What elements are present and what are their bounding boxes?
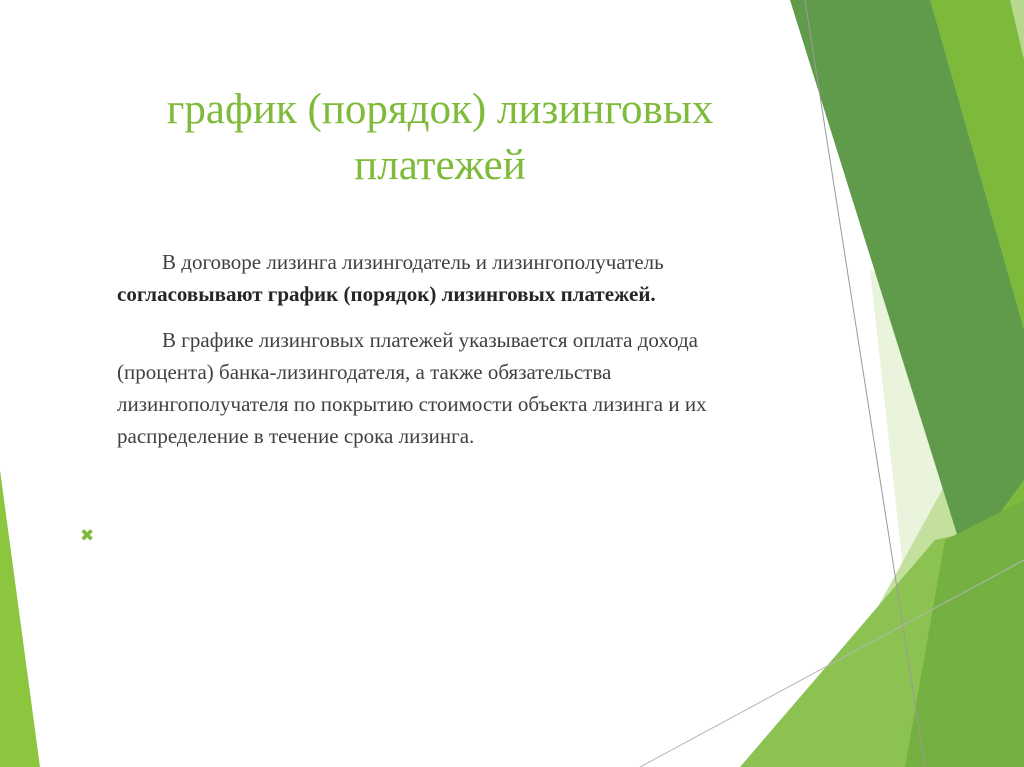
paragraph-schedule: В графике лизинговых платежей указывается оплата дохода (процента) банка-лизингодателя, а также обязательства лизингополучателя по покрытию стоимости объекта лизинга и их распределение в течение срока лизинга. [117, 328, 707, 448]
paragraph-agreement-bold: согласовывают график (порядок) лизинговых платежей. [117, 282, 656, 306]
paragraph-agreement-text: В договоре лизинга лизингодатель и лизингополучатель [162, 250, 664, 274]
slide-title-line-2: платежей [354, 142, 526, 189]
paragraph-agreement [117, 246, 777, 310]
slide-title [60, 82, 820, 194]
slide-title-line-1: график (порядок) лизинговых [166, 86, 714, 133]
slide-body [117, 246, 777, 466]
cross-bullet-icon: ✖ [80, 526, 95, 546]
deco-left-bar [0, 470, 40, 767]
